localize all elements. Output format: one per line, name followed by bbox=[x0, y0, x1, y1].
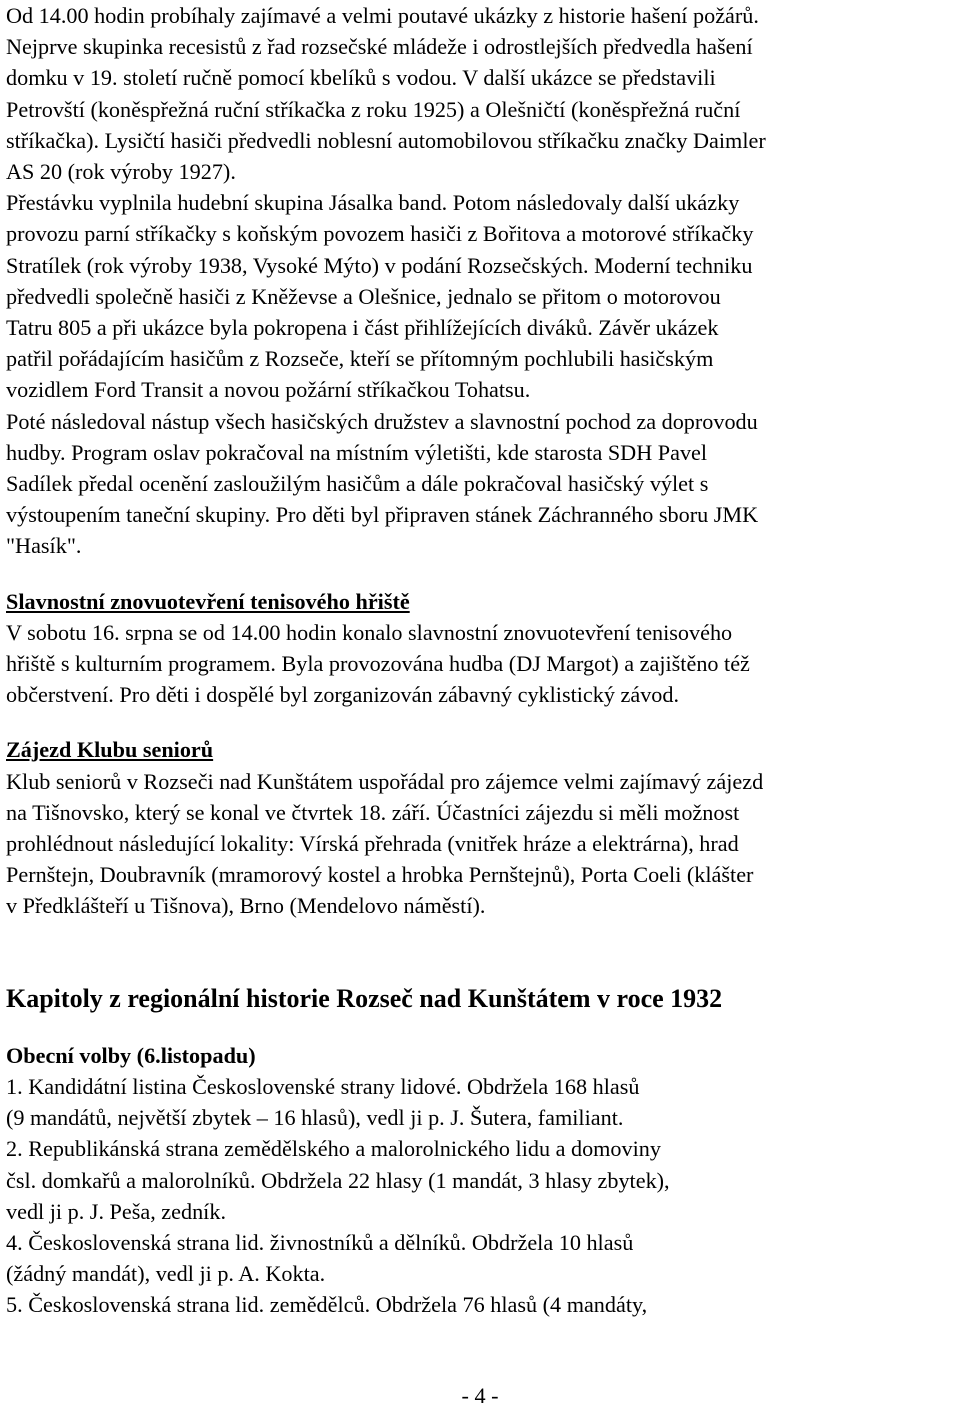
text-line: AS 20 (rok výroby 1927). bbox=[6, 159, 236, 185]
text-line: Stratílek (rok výroby 1938, Vysoké Mýto) v podání Rozsečských. Moderní techniku bbox=[6, 252, 753, 278]
document-page bbox=[6, 0, 956, 1321]
text-line: Sadílek předal ocenění zasloužilým hasičům a dále pokračoval hasičský výlet s bbox=[6, 471, 709, 497]
text-line: Poté následoval nástup všech hasičských družstev a slavnostní pochod za doprovodu bbox=[6, 408, 758, 434]
text-line: Od 14.00 hodin probíhaly zajímavé a velmi poutavé ukázky z historie hašení požárů. bbox=[6, 3, 759, 28]
text-line: Petrovští (koněspřežná ruční stříkačka z roku 1925) a Olešničtí (koněspřežná ruční bbox=[6, 96, 741, 122]
text-line: Pernštejn, Doubravník (mramorový kostel a hrobka Pernštejnů), Porta Coeli (klášter bbox=[6, 862, 754, 888]
text-line: hřiště s kulturním programem. Byla provozována hudba (DJ Margot) a zajištěno též bbox=[6, 651, 750, 677]
spacer bbox=[6, 922, 956, 982]
text-line: předvedli společně hasiči z Kněževse a Olešnice, jednalo se přitom o motorovou bbox=[6, 283, 721, 309]
text-line: Nejprve skupinka recesistů z řad rozsečské mládeže i odrostlejších předvedla hašení bbox=[6, 34, 753, 60]
text-line: hudby. Program oslav pokračoval na místním výletišti, kde starosta SDH Pavel bbox=[6, 439, 708, 465]
text-line: čsl. domkařů a malorolníků. Obdržela 22 hlasy (1 mandát, 3 hlasy zbytek), bbox=[6, 1167, 670, 1193]
text-line: "Hasík". bbox=[6, 533, 82, 559]
text-line: Přestávku vyplnila hudební skupina Jásalka band. Potom následovaly další ukázky bbox=[6, 190, 740, 216]
text-line: patřil pořádajícím hasičům z Rozseče, kteří se přítomným pochlubili hasičským bbox=[6, 346, 714, 372]
section-heading: Zájezd Klubu seniorů bbox=[6, 737, 214, 763]
section-heading: Slavnostní znovuotevření tenisového hřiště bbox=[6, 588, 410, 614]
text-line: prohlédnout následující lokality: Vírská přehrada (vnitřek hráze a elektrárna), hrad bbox=[6, 831, 739, 857]
text-line: domku v 19. století ručně pomocí kbelíků s vodou. V další ukázce se představili bbox=[6, 65, 716, 91]
text-line: 5. Československá strana lid. zemědělců. Obdržela 76 hlasů (4 mandáty, bbox=[6, 1292, 648, 1318]
text-line: provozu parní stříkačky s koňským povozem hasiči z Bořitova a motorové stříkačky bbox=[6, 221, 754, 247]
text-line: 2. Republikánská strana zemědělského a malorolnického lidu a domoviny bbox=[6, 1136, 661, 1162]
text-line: v Předklášteří u Tišnova), Brno (Mendelovo náměstí). bbox=[6, 893, 486, 919]
text-line: vedl ji p. J. Peša, zedník. bbox=[6, 1198, 226, 1224]
spacer bbox=[6, 562, 956, 586]
text-line: vozidlem Ford Transit a novou požární stříkačkou Tohatsu. bbox=[6, 377, 531, 403]
text-line: na Tišnovsko, který se konal ve čtvrtek 18. září. Účastníci zájezdu si měli možnost bbox=[6, 799, 740, 825]
elections-section bbox=[6, 1040, 956, 1321]
chapter-title: Kapitoly z regionální historie Rozseč nad Kunštátem v roce 1932 bbox=[6, 983, 723, 1013]
fire-demonstration-paragraph bbox=[6, 0, 956, 562]
tennis-section bbox=[6, 586, 956, 711]
text-line: stříkačka). Lysičtí hasiči předvedli noblesní automobilovou stříkačku značky Daimler bbox=[6, 127, 766, 153]
text-line: (9 mandátů, největší zbytek – 16 hlasů), vedl ji p. J. Šutera, familiant. bbox=[6, 1105, 624, 1131]
text-line: 1. Kandidátní listina Československé strany lidové. Obdržela 168 hlasů bbox=[6, 1073, 640, 1099]
text-line: výstoupením taneční skupiny. Pro děti byl připraven stánek Záchranného sboru JMK bbox=[6, 502, 759, 528]
text-line: V sobotu 16. srpna se od 14.00 hodin konalo slavnostní znovuotevření tenisového bbox=[6, 619, 733, 645]
text-line: občerstvení. Pro děti i dospělé byl zorganizován zábavný cyklistický závod. bbox=[6, 682, 680, 708]
text-line: (žádný mandát), vedl ji p. A. Kokta. bbox=[6, 1261, 326, 1287]
page-number: - 4 - bbox=[461, 1383, 499, 1408]
spacer bbox=[6, 1016, 956, 1040]
text-line: 4. Československá strana lid. živnostníků a dělníků. Obdržela 10 hlasů bbox=[6, 1229, 634, 1255]
spacer bbox=[6, 710, 956, 734]
text-line: Tatru 805 a při ukázce byla pokropena i část přihlížejících diváků. Závěr ukázek bbox=[6, 315, 719, 341]
section-heading: Obecní volby (6.listopadu) bbox=[6, 1042, 256, 1068]
seniors-section bbox=[6, 734, 956, 921]
text-line: Klub seniorů v Rozseči nad Kunštátem uspořádal pro zájemce velmi zajímavý zájezd bbox=[6, 768, 764, 794]
